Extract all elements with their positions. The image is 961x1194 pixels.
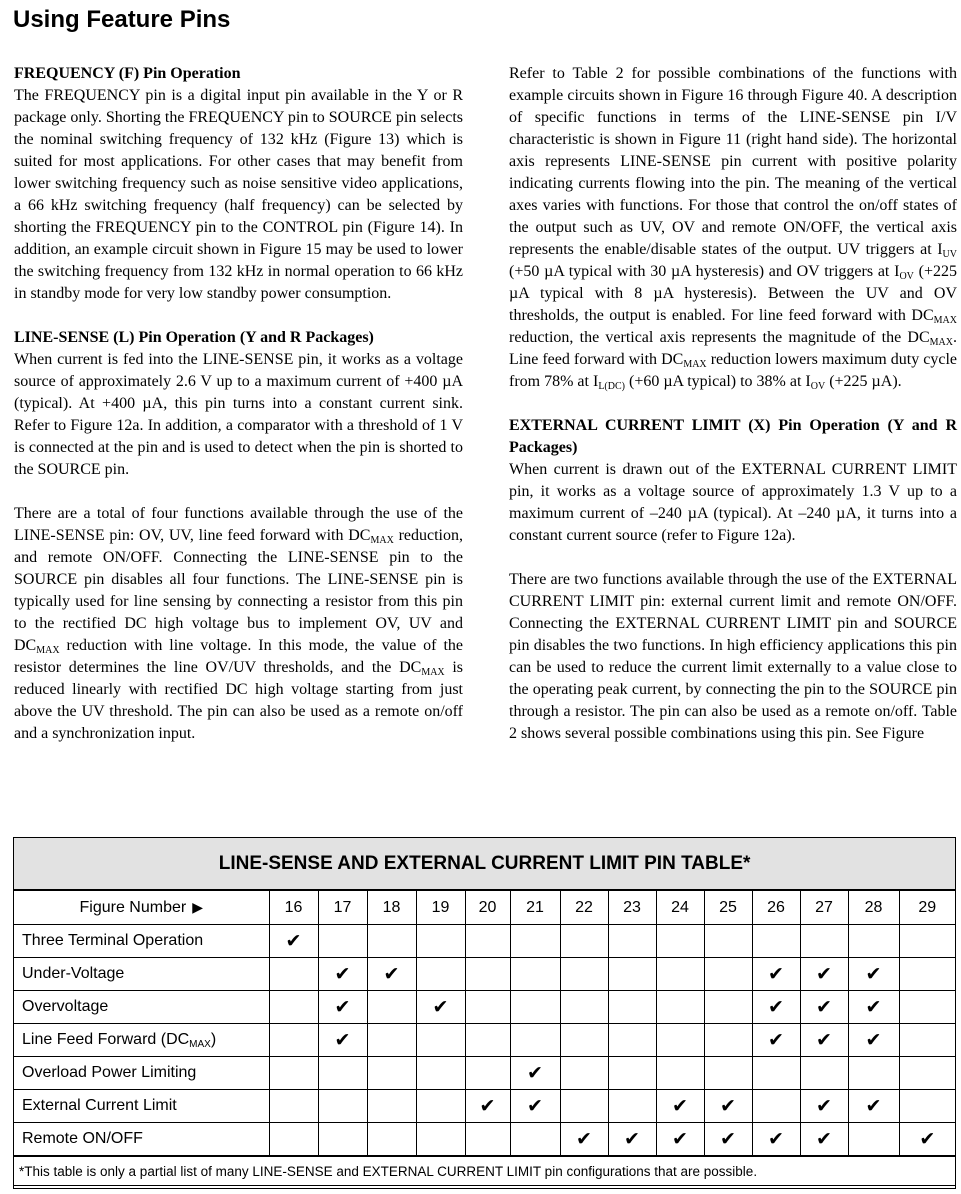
empty-cell <box>899 991 955 1024</box>
figure-number-29: 29 <box>899 890 955 925</box>
table-title: LINE-SENSE AND EXTERNAL CURRENT LIMIT PIN TABLE* <box>14 838 955 890</box>
check-icon: ✔ <box>269 925 318 958</box>
empty-cell <box>367 1057 416 1090</box>
empty-cell <box>367 1024 416 1057</box>
empty-cell <box>608 1090 656 1123</box>
row-label: Under-Voltage <box>14 958 269 991</box>
empty-cell <box>752 1090 800 1123</box>
empty-cell <box>899 1057 955 1090</box>
row-label: Remote ON/OFF <box>14 1123 269 1157</box>
empty-cell <box>318 1090 367 1123</box>
empty-cell <box>560 1024 608 1057</box>
check-icon: ✔ <box>656 1123 704 1157</box>
empty-cell <box>656 991 704 1024</box>
empty-cell <box>899 1090 955 1123</box>
empty-cell <box>608 925 656 958</box>
check-icon: ✔ <box>416 991 465 1024</box>
empty-cell <box>510 958 560 991</box>
check-icon: ✔ <box>848 958 899 991</box>
empty-cell <box>800 925 848 958</box>
empty-cell <box>704 925 752 958</box>
empty-cell <box>416 925 465 958</box>
empty-cell <box>510 1123 560 1157</box>
empty-cell <box>704 958 752 991</box>
check-icon: ✔ <box>560 1123 608 1157</box>
table-row <box>14 1024 955 1057</box>
empty-cell <box>704 991 752 1024</box>
check-icon: ✔ <box>848 991 899 1024</box>
table-row <box>14 991 955 1024</box>
empty-cell <box>848 1123 899 1157</box>
empty-cell <box>656 1024 704 1057</box>
check-icon: ✔ <box>800 1123 848 1157</box>
empty-cell <box>800 1057 848 1090</box>
check-icon: ✔ <box>510 1090 560 1123</box>
frequency-heading: FREQUENCY (F) Pin Operation <box>14 65 241 82</box>
check-icon: ✔ <box>752 991 800 1024</box>
empty-cell <box>560 958 608 991</box>
check-icon: ✔ <box>848 1024 899 1057</box>
check-icon: ✔ <box>367 958 416 991</box>
empty-cell <box>560 1057 608 1090</box>
row-label: External Current Limit <box>14 1090 269 1123</box>
empty-cell <box>318 1057 367 1090</box>
empty-cell <box>560 925 608 958</box>
empty-cell <box>416 1057 465 1090</box>
check-icon: ✔ <box>318 991 367 1024</box>
check-icon: ✔ <box>465 1090 510 1123</box>
empty-cell <box>416 1090 465 1123</box>
empty-cell <box>510 925 560 958</box>
check-icon: ✔ <box>318 958 367 991</box>
figure-number-18: 18 <box>367 890 416 925</box>
empty-cell <box>367 925 416 958</box>
empty-cell <box>465 958 510 991</box>
empty-cell <box>367 991 416 1024</box>
table-row <box>14 1090 955 1123</box>
figure-number-17: 17 <box>318 890 367 925</box>
empty-cell <box>608 1024 656 1057</box>
check-icon: ✔ <box>800 991 848 1024</box>
check-icon: ✔ <box>800 1024 848 1057</box>
check-icon: ✔ <box>899 1123 955 1157</box>
empty-cell <box>416 958 465 991</box>
right-arrow-icon: ▶ <box>192 898 203 915</box>
check-icon: ✔ <box>656 1090 704 1123</box>
empty-cell <box>269 1090 318 1123</box>
line-sense-heading: LINE-SENSE (L) Pin Operation (Y and R Packages) <box>14 329 374 346</box>
empty-cell <box>608 958 656 991</box>
empty-cell <box>367 1123 416 1157</box>
figure-number-26: 26 <box>752 890 800 925</box>
empty-cell <box>416 1024 465 1057</box>
empty-cell <box>416 1123 465 1157</box>
empty-cell <box>608 1057 656 1090</box>
row-label: Line Feed Forward $(DC_{MAX})$ <box>14 1024 269 1057</box>
figure-number-19: 19 <box>416 890 465 925</box>
line-sense-paragraph-2: There are a total of four functions available through the use of the LINE-SENSE pin: OV, UV, line feed forward with $DC_{MAX}$ reduction, and remote ON/OFF. Connecting the LINE-SENSE pin to the SOURCE pin disables all four functions. The LINE-SENSE pin is typically used for line sensing by connecting a resistor from this pin to the rectified DC high voltage bus to implement OV, UV and $DC_{MAX}$ reduction with line voltage. In this mode, the value of the resistor determines the line OV/UV thresholds, and the $DC_{MAX}$ is reduced linearly with rectified DC high voltage starting from just above the UV threshold. The pin can also be used as a remote on/off and a synchronization input. <box>14 505 464 742</box>
empty-cell <box>510 1024 560 1057</box>
empty-cell <box>269 958 318 991</box>
figure-number-27: 27 <box>800 890 848 925</box>
empty-cell <box>656 958 704 991</box>
row-label: Three Terminal Operation <box>14 925 269 958</box>
empty-cell <box>510 991 560 1024</box>
empty-cell <box>367 1090 416 1123</box>
page-title: Using Feature Pins <box>13 6 231 33</box>
empty-cell <box>318 1123 367 1157</box>
figure-number-header: Figure Number ▶ <box>14 890 269 925</box>
empty-cell <box>465 1024 510 1057</box>
table-footnote: *This table is only a partial list of many LINE-SENSE and EXTERNAL CURRENT LIMIT pin configurations that are possible. <box>14 1156 955 1186</box>
row-label: Overload Power Limiting <box>14 1057 269 1090</box>
table-row <box>14 1123 955 1157</box>
figure-number-28: 28 <box>848 890 899 925</box>
figure-number-23: 23 <box>608 890 656 925</box>
check-icon: ✔ <box>510 1057 560 1090</box>
table-row <box>14 958 955 991</box>
check-icon: ✔ <box>704 1123 752 1157</box>
check-icon: ✔ <box>752 1123 800 1157</box>
empty-cell <box>560 1090 608 1123</box>
frequency-paragraph: The FREQUENCY pin is a digital input pin available in the Y or R package only. Shorting the FREQUENCY pin to SOURCE pin selects the nominal switching frequency of 132 kHz (Figure 13) which is suited for most applications. For other cases that may benefit from lower switching frequency such as noise sensitive video applications, a 66 kHz switching frequency (half frequency) can be selected by shorting the FREQUENCY pin to the CONTROL pin (Figure 14). In addition, an example circuit shown in Figure 15 may be used to lower the switching frequency from 132 kHz in normal operation to 66 kHz in standby mode for very low standby power consumption. <box>14 87 463 302</box>
empty-cell <box>318 925 367 958</box>
table-row <box>14 925 955 958</box>
external-current-limit-paragraph-1: When current is drawn out of the EXTERNAL CURRENT LIMIT pin, it works as a voltage source of approximately 1.3 V up to a maximum current of –240 µA (typical). At –240 µA, it turns into a constant current source (refer to Figure 12a). <box>509 461 957 544</box>
check-icon: ✔ <box>318 1024 367 1057</box>
external-current-limit-heading: EXTERNAL CURRENT LIMIT (X) Pin Operation (Y and R Packages) <box>509 417 957 456</box>
empty-cell <box>899 925 955 958</box>
empty-cell <box>608 991 656 1024</box>
check-icon: ✔ <box>752 1024 800 1057</box>
right-column <box>509 63 957 767</box>
check-icon: ✔ <box>608 1123 656 1157</box>
empty-cell <box>269 1024 318 1057</box>
empty-cell <box>752 925 800 958</box>
figure-number-16: 16 <box>269 890 318 925</box>
figure-number-22: 22 <box>560 890 608 925</box>
empty-cell <box>848 925 899 958</box>
table-row <box>14 1057 955 1090</box>
check-icon: ✔ <box>752 958 800 991</box>
empty-cell <box>465 991 510 1024</box>
empty-cell <box>560 991 608 1024</box>
empty-cell <box>899 958 955 991</box>
pin-table-grid <box>14 838 955 1186</box>
empty-cell <box>465 925 510 958</box>
empty-cell <box>465 1123 510 1157</box>
empty-cell <box>704 1024 752 1057</box>
empty-cell <box>848 1057 899 1090</box>
empty-cell <box>656 925 704 958</box>
empty-cell <box>465 1057 510 1090</box>
empty-cell <box>899 1024 955 1057</box>
empty-cell <box>269 1123 318 1157</box>
row-label: Overvoltage <box>14 991 269 1024</box>
left-column <box>14 63 463 767</box>
empty-cell <box>704 1057 752 1090</box>
figure-number-20: 20 <box>465 890 510 925</box>
check-icon: ✔ <box>704 1090 752 1123</box>
check-icon: ✔ <box>800 1090 848 1123</box>
line-sense-paragraph-1: When current is fed into the LINE-SENSE pin, it works as a voltage source of approximately 2.6 V up to a maximum current of +400 µA (typical). At +400 µA, this pin turns into a constant current sink. Refer to Figure 12a. In addition, a comparator with a threshold of 1 V is connected at the pin and is used to detect when the pin is shorted to the SOURCE pin. <box>14 351 463 478</box>
figure-number-21: 21 <box>510 890 560 925</box>
check-icon: ✔ <box>848 1090 899 1123</box>
empty-cell <box>752 1057 800 1090</box>
empty-cell <box>269 1057 318 1090</box>
empty-cell <box>656 1057 704 1090</box>
empty-cell <box>269 991 318 1024</box>
figure-number-25: 25 <box>704 890 752 925</box>
external-current-limit-paragraph-2: There are two functions available through the use of the EXTERNAL CURRENT LIMIT pin: external current limit and remote ON/OFF. Connecting the EXTERNAL CURRENT LIMIT pin and SOURCE pin disables the two functions. In high efficiency applications this pin can be used to reduce the current limit externally to a value close to the operating peak current, by connecting the pin to the SOURCE pin through a resistor. The pin can also be used as a remote on/off. Table 2 shows several possible combinations using this pin. See Figure <box>509 571 957 742</box>
check-icon: ✔ <box>800 958 848 991</box>
pin-table <box>13 837 956 1189</box>
line-sense-functions-paragraph: Refer to Table 2 for possible combinations of the functions with example circuits shown in Figure 16 through Figure 40. A description of specific functions in terms of the LINE-SENSE pin I/V characteristic is shown in Figure 11 (right hand side). The horizontal axis represents LINE-SENSE pin current with positive polarity indicating currents flowing into the pin. The meaning of the vertical axes varies with functions. For those that control the on/off states of the output such as UV, OV and remote ON/OFF, the vertical axis represents the enable/disable states of the output. UV triggers at $I_{UV}$ (+50 µA typical with 30 µA hysteresis) and OV triggers at $I_{OV}$ (+225 µA typical with 8 µA hysteresis). Between the UV and OV thresholds, the output is enabled. For line feed forward with $DC_{MAX}$ reduction, the vertical axis represents the magnitude of the $DC_{MAX}$. Line feed forward with $DC_{MAX}$ reduction lowers maximum duty cycle from 78% at $I_{L(DC)}$ (+60 µA typical) to 38% at $I_{OV}$ (+225 µA). <box>509 65 958 392</box>
figure-number-24: 24 <box>656 890 704 925</box>
